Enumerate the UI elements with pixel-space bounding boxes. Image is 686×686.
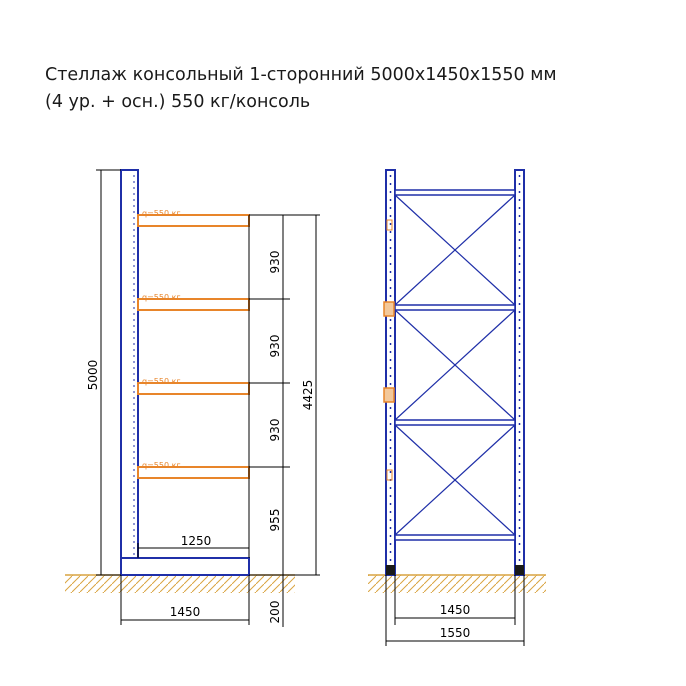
spacing-label-4: 955 <box>268 508 282 532</box>
base-length-label: 1450 <box>169 605 201 619</box>
side-base <box>121 558 249 575</box>
side-upright <box>121 170 138 575</box>
arm-load-label-2: q=550 кг <box>142 293 181 302</box>
side-view <box>65 170 320 627</box>
ground-hatch-side <box>65 575 295 593</box>
spacing-label-1: 930 <box>268 250 282 274</box>
arm-load-label-4: q=550 кг <box>142 461 181 470</box>
front-foot-right <box>515 565 524 575</box>
height-label: 5000 <box>86 359 100 391</box>
title-line-2: (4 ур. + осн.) 550 кг/консоль <box>45 92 311 112</box>
spacing-label-2: 930 <box>268 334 282 358</box>
front-inner-width-label: 1450 <box>439 603 471 617</box>
front-foot-left <box>386 565 395 575</box>
base-offset-label: 200 <box>268 600 282 624</box>
front-outer-width-label: 1550 <box>439 626 471 640</box>
arm-height-label: 4425 <box>301 379 315 411</box>
spacing-label-3: 930 <box>268 418 282 442</box>
side-arms <box>138 215 249 478</box>
front-upright-right <box>515 170 524 575</box>
arm-length-label: 1250 <box>180 534 212 548</box>
front-view <box>368 170 546 646</box>
arm-load-label-3: q=550 кг <box>142 377 181 386</box>
arm-load-label-1: q=550 кг <box>142 209 181 218</box>
front-diagonal-braces <box>395 195 515 535</box>
title-line-1: Стеллаж консольный 1-сторонний 5000х1450х1550 мм <box>45 65 557 85</box>
front-upright-left <box>386 170 395 575</box>
